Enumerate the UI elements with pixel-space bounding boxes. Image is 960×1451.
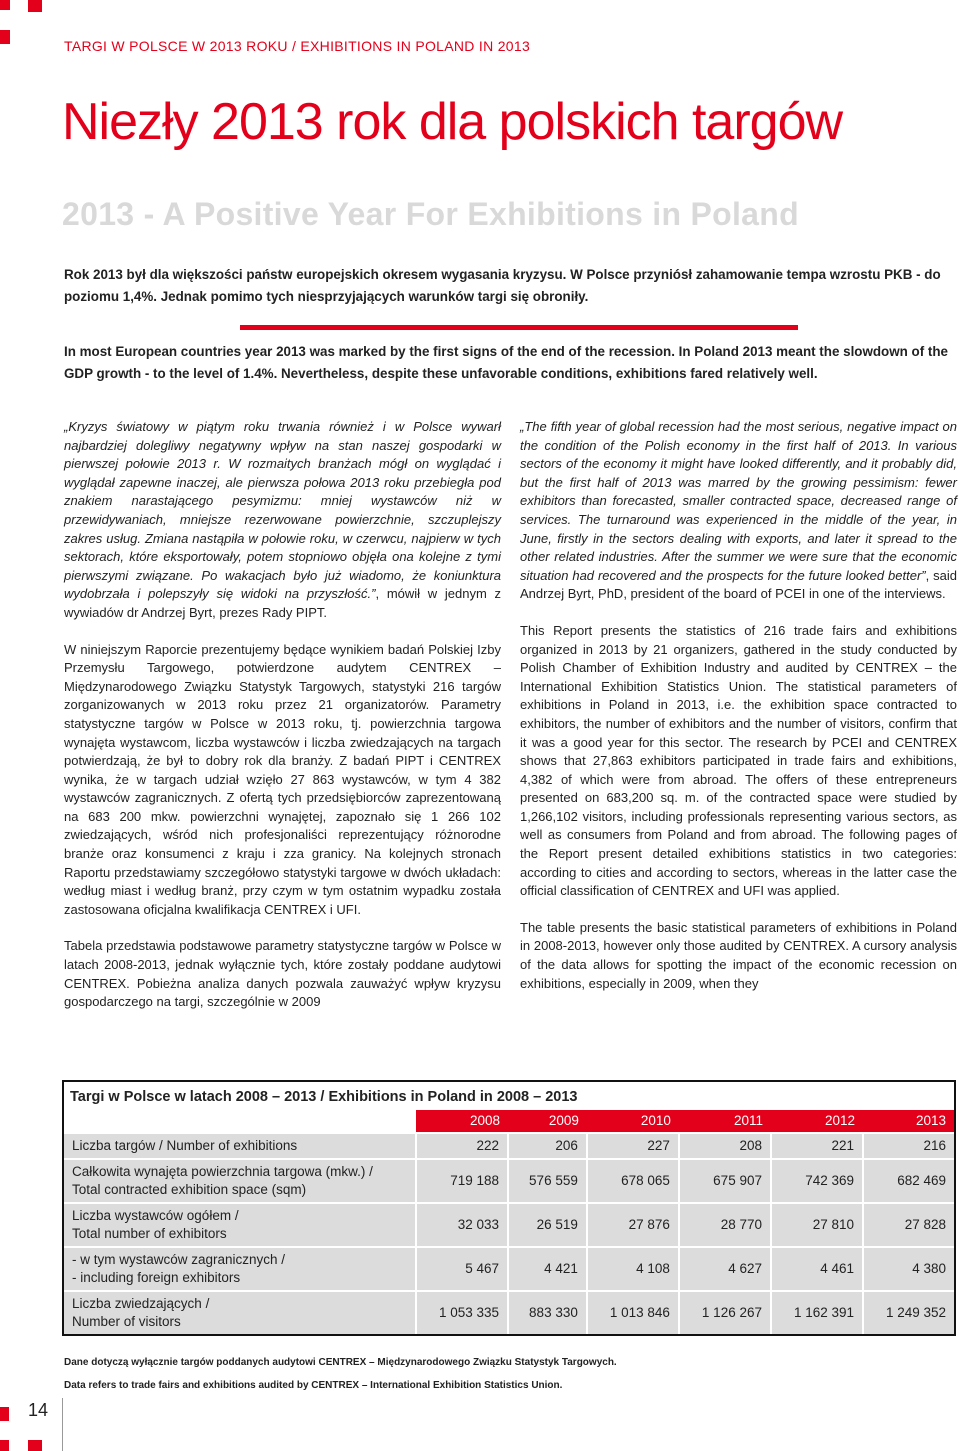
cell-value: 208 xyxy=(679,1133,771,1159)
cell-value: 883 330 xyxy=(508,1291,587,1334)
cell-value: 4 108 xyxy=(587,1247,679,1291)
cell-value: 28 770 xyxy=(679,1203,771,1247)
row-label: - w tym wystawców zagranicznych / - including foreign exhibitors xyxy=(64,1247,416,1291)
page-number: 14 xyxy=(28,1400,49,1420)
cell-value: 26 519 xyxy=(508,1203,587,1247)
cell-value: 5 467 xyxy=(416,1247,508,1291)
year-header: 2012 xyxy=(771,1110,863,1133)
quote-attribution: , said Andrzej Byrt, PhD, president of the board of PCEI in one of the interviews. xyxy=(520,567,957,602)
column-en xyxy=(520,418,957,1011)
row-label: Całkowita wynajęta powierzchnia targowa (mkw.) / Total contracted exhibition space (sqm) xyxy=(64,1159,416,1203)
year-header: 2009 xyxy=(508,1110,587,1133)
cell-value: 682 469 xyxy=(863,1159,954,1203)
table-notes xyxy=(64,1356,954,1402)
body-paragraph: The table presents the basic statistical parameters of exhibitions in Poland in 2008-2013, however only those audited by CENTREX. A cursory analysis of the data allows for spotting the impact of the economic recession on exhibitions, especially in 2009, when they xyxy=(520,919,957,991)
cell-value: 27 810 xyxy=(771,1203,863,1247)
table-row xyxy=(64,1247,954,1291)
cell-value: 1 162 391 xyxy=(771,1291,863,1334)
year-header: 2013 xyxy=(863,1110,954,1133)
quote-paragraph xyxy=(520,418,957,604)
year-header: 2011 xyxy=(679,1110,771,1133)
cell-value: 678 065 xyxy=(587,1159,679,1203)
quote-attribution: , mówił w jednym z wywiadów dr Andrzej Byrt, prezes Rady PIPT. xyxy=(64,586,501,620)
table-row xyxy=(64,1133,954,1159)
corner-square xyxy=(0,1440,9,1451)
lead-paragraph-pl: Rok 2013 był dla większości państw europejskich okresem wygasania kryzysu. W Polsce przyniósł zahamowanie tempa wzrostu PKB - do poziomu 1,4%. Jednak pomimo tych niesprzyjających warunków targi się obroniły. xyxy=(64,267,941,304)
body-paragraph: This Report presents the statistics of 216 trade fairs and exhibitions organized in 2013 by 21 organizers, gathered in the study conducted by Polish Chamber of Exhibition Industry and audited by CENTREX – the International Exhibition Statistics Union. The statistical parameters of exhibitions in Poland in 2013, i.e. the exhibition space contracted to exhibitors, the number of exhibitors and the number of visitors, confirm that it was a good year for this sector. The research by PCEI and CENTREX shows that 27,863 exhibitors participated in trade fairs and exhibitions, 4,382 of which were from abroad. The offers of these entrepreneurs presented on 683,200 sq. m. of the contracted space were studied by 1,266,102 visitors, including professionals representing various sectors, as well as consumers from Poland and from abroad. The following pages of the Report present detailed exhibitions statistics in two categories: according to cities and according to sectors, whereas in the latter case the official classification of CENTREX and UFI was applied. xyxy=(520,622,957,899)
column-pl xyxy=(64,418,501,1030)
body-paragraph: W niniejszym Raporcie prezentujemy będące wynikiem badań Polskiej Izby Przemysłu Targowego, potwierdzone audytem CENTREX – Międzynarodowego Związku Statystyk Targowych, statystyki 216 targów zorganizowanych w 2013 roku przez 21 organizatorów. Parametry statystyczne targów w Polsce w 2013 roku, tj. powierzchnia targowa wynajęta wystawcom, liczba wystawców i liczba zwiedzających na targach potwierdzają, że był to dobry rok dla branży. Z badań PIPT i CENTREX wynika, że w targach udział wzięło 27 863 wystawców, w tym 4 382 wystawców zagranicznych. Z ofertą tych przedsiębiorców zaprezentowaną na 683 200 mkw. powierzchni wynajętej, zapoznało się 1 266 102 zwiedzających, wśród nich profesjonaliści reprezentujący różnorodne branże oraz konsumenci z kraju i zza granicy. Na kolejnych stronach Raportu przedstawiamy szczegółowo statystyki targowe w dwóch układach: według miast i według branż, przy czym w tym ostatnim wypadku została zastosowana oficjalna kwalifikacja CENTREX i UFI. xyxy=(64,641,501,917)
cell-value: 1 053 335 xyxy=(416,1291,508,1334)
cell-value: 222 xyxy=(416,1133,508,1159)
table-row xyxy=(64,1203,954,1247)
cell-value: 4 421 xyxy=(508,1247,587,1291)
cell-value: 4 627 xyxy=(679,1247,771,1291)
note-en: Data refers to trade fairs and exhibitions audited by CENTREX – International Exhibition Statistics Union. xyxy=(64,1380,563,1391)
cell-value: 1 013 846 xyxy=(587,1291,679,1334)
cell-value: 675 907 xyxy=(679,1159,771,1203)
corner-square xyxy=(0,1407,9,1421)
lead-paragraph-en: In most European countries year 2013 was marked by the first signs of the end of the recession. In Poland 2013 meant the slowdown of the GDP growth - to the level of 1.4%. Nevertheless, despite these unfavorable conditions, exhibitions fared relatively well. xyxy=(64,344,948,381)
cell-value: 221 xyxy=(771,1133,863,1159)
body-paragraph: Tabela przedstawia podstawowe parametry statystyczne targów w Polsce w latach 2008-2013, jednak wyłącznie tych, które zostały poddane audytowi CENTREX. Pobieżna analiza danych pozwala zauważyć wpływ kryzysu gospodarczego na targi, szczególnie w 2009 xyxy=(64,938,501,1010)
note-pl: Dane dotyczą wyłącznie targów poddanych audytowi CENTREX – Międzynarodowego Związku Statystyk Targowych. xyxy=(64,1357,617,1368)
cell-value: 4 380 xyxy=(863,1247,954,1291)
table-header-blank xyxy=(64,1110,416,1133)
year-header: 2008 xyxy=(416,1110,508,1133)
cell-value: 576 559 xyxy=(508,1159,587,1203)
page-subtitle: 2013 - A Positive Year For Exhibitions in Poland xyxy=(62,196,799,232)
corner-square xyxy=(28,1440,42,1451)
table-title: Targi w Polsce w latach 2008 – 2013 / Exhibitions in Poland in 2008 – 2013 xyxy=(70,1089,578,1105)
cell-value: 32 033 xyxy=(416,1203,508,1247)
year-header: 2010 xyxy=(587,1110,679,1133)
corner-square xyxy=(0,0,10,10)
running-header: TARGI W POLSCE W 2013 ROKU / EXHIBITIONS IN POLAND IN 2013 xyxy=(64,38,531,54)
quote-text: „The fifth year of global recession had the most serious, negative impact on the condition of the Polish economy in the first half of 2013. In various sectors of the economy it might have looked differently, and it probably did, but the first half of 2013 was marred by the growing pessimism: fewer exhibitors than forecasted, smaller contracted space, decreased range of services. The turnaround was experienced in the middle of the year, in June, firstly in the sectors dealing with exports, and later it spread to the other related industries. After the summer we were sure that the economic situation had recovered and the prospects for the future looked better” xyxy=(520,419,957,583)
cell-value: 719 188 xyxy=(416,1159,508,1203)
quote-paragraph xyxy=(64,418,501,623)
divider-bar xyxy=(240,325,798,330)
corner-square xyxy=(28,0,42,12)
cell-value: 216 xyxy=(863,1133,954,1159)
cell-value: 4 461 xyxy=(771,1247,863,1291)
quote-text: „Kryzys światowy w piątym roku trwania również i w Polsce wywarł najbardziej dolegliwy negatywny wpływ na stan naszej gospodarki w pierwszej połowie 2013 r. W rozmaitych branżach mógł on wyglądać i wyglądał zapewne inaczej, ale pierwsza połowa 2013 roku przebiegła pod znakiem narastającego pesymizmu: mniej wystawców niż w przewidywaniach, mniejsze rezerwowane powierzchnie, szczuplejszy zakres usług. Zmiana nastąpiła w połowie roku, w czerwcu, najpierw w tych sektorach, które eksportowały, potem stopniowo objęła ona kolejne z tymi pierwszymi związane. Po wakacjach było już wiadomo, że koniunktura wydobrzała i polepszyły się widoki na przyszłość.” xyxy=(64,419,501,602)
cell-value: 1 249 352 xyxy=(863,1291,954,1334)
table-header-row xyxy=(64,1110,954,1133)
row-label: Liczba targów / Number of exhibitions xyxy=(64,1133,416,1159)
row-label: Liczba zwiedzających / Number of visitors xyxy=(64,1291,416,1334)
cell-value: 27 876 xyxy=(587,1203,679,1247)
page-title: Niezły 2013 rok dla polskich targów xyxy=(62,93,843,151)
cell-value: 227 xyxy=(587,1133,679,1159)
footer-divider xyxy=(62,1398,63,1451)
cell-value: 206 xyxy=(508,1133,587,1159)
row-label: Liczba wystawców ogółem / Total number of exhibitors xyxy=(64,1203,416,1247)
cell-value: 27 828 xyxy=(863,1203,954,1247)
corner-square xyxy=(0,30,10,44)
statistics-table xyxy=(62,1080,956,1336)
table-row xyxy=(64,1291,954,1334)
table-row xyxy=(64,1159,954,1203)
cell-value: 742 369 xyxy=(771,1159,863,1203)
cell-value: 1 126 267 xyxy=(679,1291,771,1334)
